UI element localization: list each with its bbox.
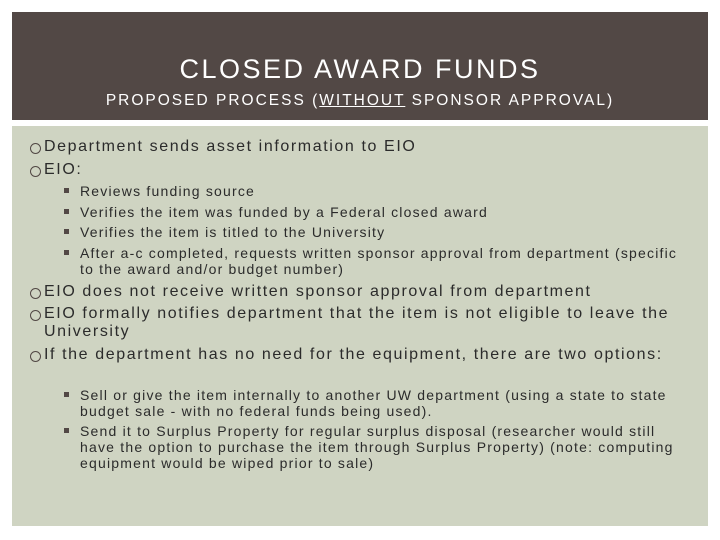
bullet-department-sends: Department sends asset information to EIO — [44, 138, 417, 155]
bullet-no-need-options: If the department has no need for the equipment, there are two options: — [44, 346, 663, 363]
slide-header — [12, 12, 708, 120]
slide-title: CLOSED AWARD FUNDS — [179, 54, 541, 84]
square-bullet-icon — [64, 428, 69, 433]
subtitle-suffix: SPONSOR APPROVAL) — [405, 92, 615, 109]
slide-subtitle — [12, 91, 708, 111]
subtitle-prefix: PROPOSED PROCESS ( — [105, 92, 320, 109]
square-bullet-icon — [64, 250, 69, 255]
square-bullet-icon — [64, 209, 69, 214]
subtitle-underlined-word: WITHOUT — [319, 92, 406, 109]
eio-item-verifies-titled: Verifies the item is titled to the University — [80, 224, 386, 240]
hollow-circle-bullet-icon — [30, 166, 41, 177]
square-bullet-icon — [64, 188, 69, 193]
option-item-sell-or-give: Sell or give the item internally to another UW department (using a state to state budget sale - with no federal funds being used). — [80, 387, 667, 419]
option-item-surplus: Send it to Surplus Property for regular surplus disposal (researcher would still have the option to purchase the item through Surplus Property) (note: computing equipment would be wiped prior to sale) — [80, 423, 674, 471]
slide-content — [12, 126, 708, 526]
hollow-circle-bullet-icon — [30, 351, 41, 362]
square-bullet-icon — [64, 229, 69, 234]
hollow-circle-bullet-icon — [30, 143, 41, 154]
bullet-eio: EIO: — [44, 161, 83, 178]
square-bullet-icon — [64, 392, 69, 397]
bullet-eio-no-approval: EIO does not receive written sponsor approval from department — [44, 283, 592, 300]
eio-item-verifies-funded: Verifies the item was funded by a Federal closed award — [80, 204, 488, 220]
eio-item-reviews: Reviews funding source — [80, 183, 256, 199]
eio-item-requests-approval: After a-c completed, requests written sponsor approval from department (specific to the award and/or budget number) — [80, 245, 678, 277]
hollow-circle-bullet-icon — [30, 288, 41, 299]
bullet-eio-notifies: EIO formally notifies department that the item is not eligible to leave the University — [44, 305, 670, 340]
hollow-circle-bullet-icon — [30, 310, 41, 321]
